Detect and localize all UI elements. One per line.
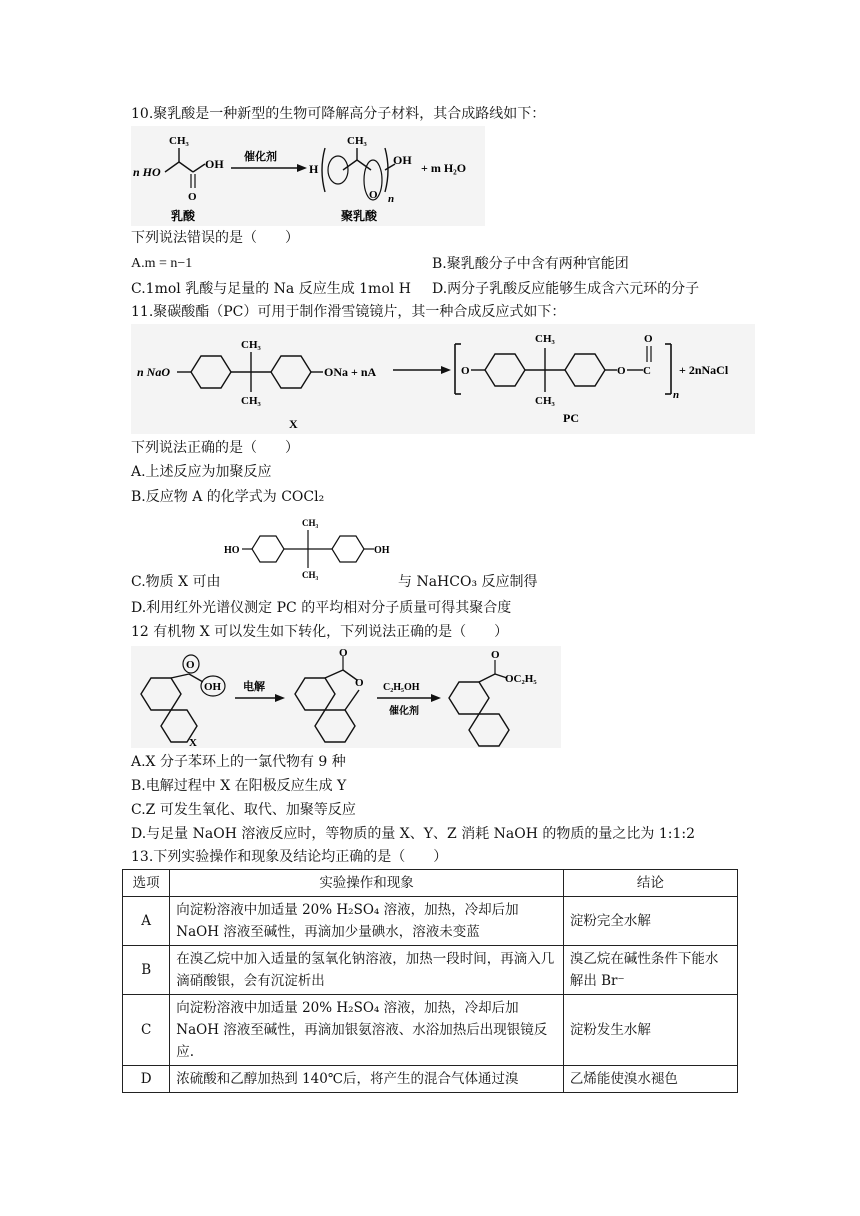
q13-table (122, 869, 738, 1093)
q12-stem: 12 有机物 X 可以发生如下转化，下列说法正确的是（ ） (131, 624, 509, 640)
q11-o2: O (617, 365, 626, 377)
q11-option-c-suffix: 与 NaHCO₃ 反应制得 (398, 574, 538, 590)
q11-ona: ONa + nA (324, 365, 377, 379)
q12-option-a: A.X 分子苯环上的一氯代物有 9 种 (131, 754, 346, 770)
q11-pc-ch3-bottom: CH₃ (535, 395, 555, 407)
q11-pc-ch3-top: CH₃ (535, 333, 555, 345)
q10-scheme (131, 126, 485, 226)
q10-n: n (388, 193, 395, 205)
q12-scheme (131, 646, 561, 748)
row-operation: 向淀粉溶液中加适量 20% H₂SO₄ 溶液，加热，冷却后加 NaOH 溶液至碱性，再滴加银氨溶液、水浴加热后出现银镜反应. (170, 995, 564, 1066)
q12-electrolysis: 电解 (243, 681, 265, 693)
q11-option-b: B.反应物 A 的化学式为 COCl₂ (131, 489, 325, 505)
q12-option-d: D.与足量 NaOH 溶液反应时，等物质的量 X、Y、Z 消耗 NaOH 的物质的量之比为 1:1:2 (131, 826, 695, 842)
header-conclusion: 结论 (563, 870, 737, 897)
row-conclusion: 淀粉发生水解 (563, 995, 737, 1066)
table-row (123, 995, 738, 1066)
q11-option-a: A.上述反应为加聚反应 (131, 464, 272, 480)
row-operation: 向淀粉溶液中加适量 20% H₂SO₄ 溶液，加热，冷却后加 NaOH 溶液至碱性，再滴加少量碘水，溶液未变蓝 (170, 897, 564, 946)
q10-label-pla: 聚乳酸 (341, 209, 378, 223)
q10-catalyst: 催化剂 (244, 151, 277, 163)
table-row (123, 897, 738, 946)
q10-option-c: C.1mol 乳酸与足量的 Na 反应生成 1mol H (131, 281, 411, 297)
header-operation: 实验操作和现象 (170, 870, 564, 897)
row-conclusion: 乙烯能使溴水褪色 (563, 1066, 737, 1093)
row-option: C (123, 995, 170, 1066)
table-row (123, 1066, 738, 1093)
q10-water: + m H₂O (421, 161, 467, 175)
q11-o1: O (461, 365, 470, 377)
row-conclusion: 溴乙烷在碱性条件下能水解出 Br⁻ (563, 946, 737, 995)
q11-carbonyl-o: O (644, 333, 653, 345)
q10-h: H (309, 162, 319, 176)
q10-stem: 10.聚乳酸是一种新型的生物可降解高分子材料，其合成路线如下： (131, 106, 546, 122)
q11-option-d: D.利用红外光谱仪测定 PC 的平均相对分子质量可得其聚合度 (131, 600, 512, 616)
header-option: 选项 (123, 870, 170, 897)
q10-oh: OH (205, 157, 224, 171)
q13-stem: 13.下列实验操作和现象及结论均正确的是（ ） (131, 849, 448, 865)
q12-ethanol: C₂H₅OH (383, 682, 420, 693)
q12-z-oc2h5: OC₂H₅ (505, 673, 537, 685)
q11-c-ch3-top: CH₃ (302, 518, 319, 528)
q11-pc-label: PC (563, 411, 579, 425)
q12-catalyst: 催化剂 (389, 706, 419, 717)
row-operation: 在溴乙烷中加入适量的氢氧化钠溶液，加热一段时间，再滴入几滴硝酸银，会有沉淀析出 (170, 946, 564, 995)
q11-x-label: X (289, 417, 298, 431)
q10-ask: 下列说法错误的是（ ） (131, 230, 299, 246)
q10-option-d: D.两分子乳酸反应能够生成含六元环的分子 (432, 281, 700, 297)
q10-label-lactic: 乳酸 (171, 209, 196, 223)
q11-c: C (643, 365, 651, 377)
q11-n: n (673, 389, 680, 401)
q11-c-ho: HO (224, 545, 240, 556)
row-option: B (123, 946, 170, 995)
q12-y-ring-o: O (355, 677, 364, 689)
q12-x-o: O (186, 659, 195, 671)
q11-option-c-prefix: C.物质 X 可由 (131, 574, 221, 590)
q10-option-a: A.m = n−1 (131, 256, 193, 271)
q12-option-c: C.Z 可发生氧化、取代、加聚等反应 (131, 802, 356, 818)
row-operation: 浓硫酸和乙醇加热到 140℃后，将产生的混合气体通过溴 (170, 1066, 564, 1093)
q11-bisphenol-figure (222, 514, 396, 584)
q12-option-b: B.电解过程中 X 在阳极反应生成 Y (131, 778, 347, 794)
q10-o: O (188, 191, 197, 203)
table-header-row (123, 870, 738, 897)
row-option: A (123, 897, 170, 946)
q10-poly-ch3: CH₃ (347, 135, 367, 147)
q12-x-oh: OH (204, 681, 222, 693)
q11-nacl: + 2nNaCl (679, 363, 729, 377)
q10-option-b: B.聚乳酸分子中含有两种官能团 (432, 256, 629, 272)
row-conclusion: 淀粉完全水解 (563, 897, 737, 946)
q11-ch3-top: CH₃ (241, 339, 261, 351)
q11-scheme (131, 324, 755, 434)
q11-nnao: n NaO (137, 365, 171, 379)
q12-y-carbonyl-o: O (339, 647, 348, 659)
q11-ch3-bottom: CH₃ (241, 395, 261, 407)
q11-c-oh: OH (374, 545, 390, 556)
row-option: D (123, 1066, 170, 1093)
q11-stem: 11.聚碳酸酯（PC）可用于制作滑雪镜镜片，其一种合成反应式如下： (131, 304, 566, 320)
q10-poly-o: O (369, 189, 378, 201)
q12-x-label: X (189, 737, 197, 748)
table-row (123, 946, 738, 995)
q12-z-carbonyl-o: O (491, 649, 500, 661)
q11-ask: 下列说法正确的是（ ） (131, 440, 299, 456)
q11-c-ch3-bottom: CH₃ (302, 570, 319, 580)
q10-ch3: CH₃ (169, 135, 189, 147)
q10-n-ho: n HO (133, 165, 161, 179)
q10-poly-oh: OH (393, 153, 412, 167)
